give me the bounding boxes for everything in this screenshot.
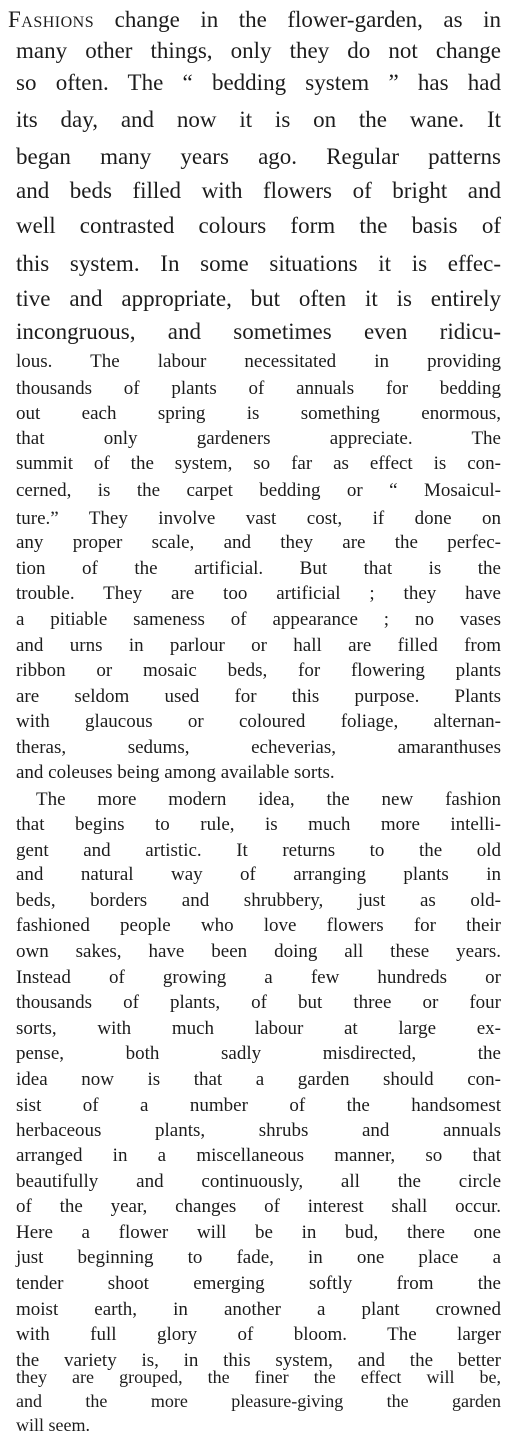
text-line: moist earth, in another a plant crowned	[16, 1298, 501, 1320]
text-line: and urns in parlour or hall are filled from	[16, 634, 501, 656]
text-line: will seem.	[16, 1415, 90, 1435]
text-line-content: change in the flower-garden, as in	[114, 7, 502, 32]
text-line: thousands of plants, of but three or four	[16, 992, 501, 1014]
text-line: beautifully and continuously, all the circle	[16, 1170, 501, 1192]
text-line: Instead of growing a few hundreds or	[16, 966, 501, 988]
text-line: of the year, changes of interest shall occur.	[16, 1196, 501, 1218]
text-line: theras, sedums, echeverias, amaranthuses	[16, 737, 501, 759]
text-line: and coleuses being among available sorts.	[16, 761, 335, 783]
text-line: arranged in a miscellaneous manner, so that	[16, 1144, 501, 1166]
text-line: idea now is that a garden should con-	[16, 1069, 501, 1091]
text-line: tender shoot emerging softly from the	[16, 1272, 501, 1294]
text-line: began many years ago. Regular patterns	[16, 144, 501, 169]
text-line: pense, both sadly misdirected, the	[16, 1043, 501, 1065]
text-line: own sakes, have been doing all these years.	[16, 941, 501, 962]
text-line: ture.” They involve vast cost, if done on	[16, 507, 501, 529]
text-line: its day, and now it is on the wane. It	[16, 107, 501, 132]
text-line: just beginning to fade, in one place a	[16, 1247, 501, 1269]
text-line: and beds filled with flowers of bright and	[16, 178, 501, 203]
text-line: and natural way of arranging plants in	[16, 864, 501, 886]
text-line: beds, borders and shrubbery, just as old-	[16, 889, 501, 911]
text-line: out each spring is something enormous,	[16, 403, 501, 425]
text-line: gent and artistic. It returns to the old	[16, 839, 501, 861]
text-line: many other things, only they do not change	[16, 38, 501, 63]
text-line: summit of the system, so far as effect is con-	[16, 453, 501, 475]
text-line	[8, 8, 501, 31]
text-line: herbaceous plants, shrubs and annuals	[16, 1120, 501, 1142]
text-line: well contrasted colours form the basis of	[16, 213, 501, 238]
text-line: trouble. They are too artificial ; they have	[16, 583, 501, 605]
text-line: Here a flower will be in bud, there one	[16, 1221, 501, 1243]
text-line: incongruous, and sometimes even ridicu-	[16, 319, 501, 344]
text-line: ribbon or mosaic beds, for flowering plants	[16, 660, 501, 682]
text-line: any proper scale, and they are the perfec-	[16, 532, 501, 554]
text-line: with full glory of bloom. The larger	[16, 1324, 501, 1346]
text-line: tive and appropriate, but often it is entirely	[16, 286, 501, 311]
text-line: that begins to rule, is much more intelli-	[16, 813, 501, 835]
text-line: fashioned people who love flowers for their	[16, 915, 501, 937]
text-line: the variety is, in this system, and the better	[16, 1349, 501, 1371]
text-line: with glaucous or coloured foliage, alternan-	[16, 710, 501, 732]
text-line: so often. The “ bedding system ” has had	[16, 70, 501, 95]
text-line: a pitiable sameness of appearance ; no vases	[16, 609, 501, 631]
text-line: thousands of plants of annuals for bedding	[16, 377, 501, 399]
opening-word: Fashions	[8, 7, 95, 32]
text-line: cerned, is the carpet bedding or “ Mosaicul-	[16, 480, 501, 502]
text-line: sist of a number of the handsomest	[16, 1094, 501, 1116]
text-line: The more modern idea, the new fashion	[36, 789, 501, 811]
text-line: lous. The labour necessitated in providing	[16, 351, 501, 372]
text-line: and the more pleasure-giving the garden	[16, 1391, 501, 1411]
text-line: that only gardeners appreciate. The	[16, 427, 501, 449]
text-line: this system. In some situations it is effec-	[16, 251, 501, 276]
text-line: they are grouped, the finer the effect will be,	[16, 1367, 501, 1387]
text-line: are seldom used for this purpose. Plants	[16, 685, 501, 707]
text-line: sorts, with much labour at large ex-	[16, 1017, 501, 1039]
text-line: tion of the artificial. But that is the	[16, 557, 501, 579]
